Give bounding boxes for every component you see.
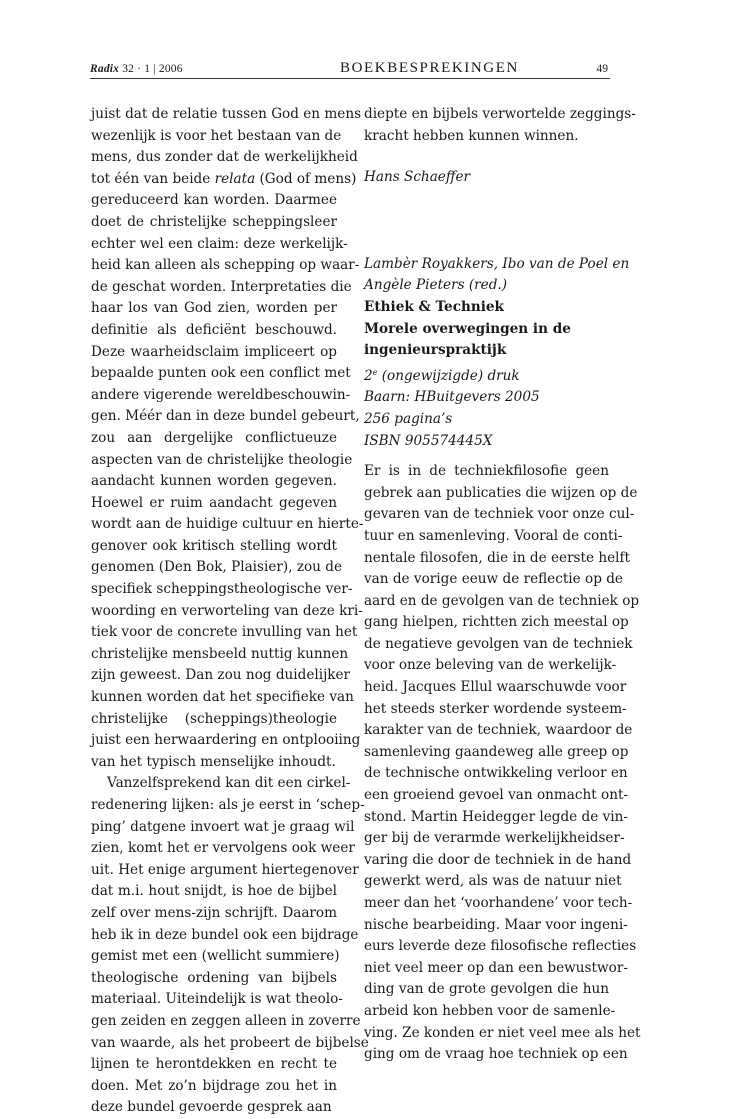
text-line: eurs leverde deze filosofische reflecties	[364, 938, 637, 955]
text-line: Hoewel er ruim aandacht gegeven	[91, 494, 337, 511]
text-line: echter wel een claim: deze werkelijk-	[91, 235, 348, 252]
text-line: samenleving gaandeweg alle greep op	[364, 743, 629, 760]
text-line: doet de christelijke scheppingsleer	[91, 213, 337, 230]
book-authors: Lambèr Royakkers, Ibo van de Poel en	[364, 255, 630, 272]
review-body	[364, 461, 641, 1066]
text-line: zien, komt het er vervolgens ook weer	[91, 840, 355, 857]
text-line: zou aan dergelijke conflictueuze	[91, 429, 337, 446]
text-line: ging om de vraag hoe techniek op een	[364, 1046, 628, 1063]
text-line: deze bundel gevoerde gesprek aan	[91, 1099, 332, 1116]
text-line: ger bij de verarmde werkelijkheidser-	[364, 830, 625, 847]
text-line: de negatieve gevolgen van de techniek	[364, 635, 633, 652]
text-line: wordt aan de huidige cultuur en hierte-	[91, 516, 364, 533]
text-line: aspecten van de christelijke theologie	[91, 451, 353, 468]
text-line: mens, dus zonder dat de werkelijkheid	[91, 149, 358, 166]
text-line: gang hielpen, richtten zich meestal op	[364, 614, 629, 631]
text-line: christelijke (scheppings)theologie	[91, 710, 337, 727]
text-line: ving. Ze konden er niet veel mee als het	[364, 1024, 641, 1041]
text-line: definitie als deficiënt beschouwd.	[91, 321, 337, 338]
text-line: tot één van beide relata (God of mens)	[91, 170, 357, 187]
text-line: wezenlijk is voor het bestaan van de	[91, 127, 342, 144]
text-line: gen. Méér dan in deze bundel gebeurt,	[91, 408, 360, 425]
text-line: ding van de grote gevolgen die hun	[364, 981, 609, 998]
text-line: genomen (Den Bok, Plaisier), zou de	[91, 559, 342, 576]
text-line: ping’ datgene invoert wat je graag wil	[91, 818, 355, 835]
text-line: uit. Het enige argument hiertegenover	[91, 861, 359, 878]
text-line: aandacht kunnen worden gegeven.	[91, 473, 337, 490]
text-line: gebrek aan publicaties die wijzen op de	[364, 484, 638, 501]
text-line: dat m.i. hout snijdt, is hoe de bijbel	[91, 883, 337, 900]
review-ending	[364, 104, 636, 147]
text-line: niet veel meer op dan een bewustwor-	[364, 959, 628, 976]
text-line: gen zeiden en zeggen alleen in zoverre	[91, 1012, 361, 1029]
text-line: varing die door de techniek in de hand	[364, 851, 632, 868]
book-subtitle: ingenieurspraktijk	[364, 342, 507, 359]
text-line: bepaalde punten ook een conflict met	[91, 365, 351, 382]
text-line: juist een herwaardering en ontplooiing	[91, 732, 361, 749]
book-authors: Angèle Pieters (red.)	[364, 277, 508, 294]
text-line: gemist met een (wellicht summiere)	[91, 948, 340, 965]
text-line: een groeiend gevoel van onmacht ont-	[364, 787, 629, 804]
book-details	[364, 254, 630, 452]
book-isbn: ISBN 905574445X	[364, 432, 493, 449]
text-line: de geschat worden. Interpretaties die	[91, 278, 352, 295]
text-line: aard en de gevolgen van de techniek op	[364, 592, 640, 609]
text-line: Vanzelfsprekend kan dit een cirkel-	[107, 775, 351, 792]
text-line: van het typisch menselijke inhoudt.	[91, 753, 336, 770]
text-line: haar los van God zien, worden per	[91, 300, 337, 317]
text-line: christelijke mensbeeld nuttig kunnen	[91, 645, 349, 662]
text-line: karakter van de techniek, waardoor de	[364, 722, 633, 739]
text-line: redenering lijken: als je eerst in ‘schep-	[91, 797, 365, 813]
right-column	[364, 104, 641, 1066]
text-line: gewerkt werd, als was de natuur niet	[364, 873, 622, 890]
text-line: nentale filosofen, die in de eerste helft	[364, 549, 631, 566]
book-edition: 2e (ongewijzigde) druk	[364, 367, 520, 384]
text-line: Er is in de techniekfilosofie geen	[364, 463, 609, 480]
left-column	[91, 104, 369, 1119]
reviewer-signature: Hans Schaeffer	[364, 169, 471, 186]
text-line: meer dan het ‘voorhandene’ voor tech-	[364, 895, 633, 911]
text-line: tuur en samenleving. Vooral de conti-	[364, 527, 623, 544]
page-number: 49	[596, 63, 608, 75]
text-line: kunnen worden dat het specifieke van	[91, 689, 354, 706]
text-line: het steeds sterker wordende systeem-	[364, 700, 627, 717]
text-line: voor onze beleving van de werkelijk-	[364, 657, 617, 674]
text-line: juist dat de relatie tussen God en mens	[91, 106, 362, 122]
text-line: stond. Martin Heidegger legde de vin-	[364, 808, 628, 825]
text-line: woording en verworteling van deze kri-	[91, 602, 363, 619]
running-header	[90, 60, 610, 80]
text-line: tiek voor de concrete invulling van het	[91, 624, 358, 641]
text-line: de technische ontwikkeling verloor en	[364, 765, 628, 782]
text-line: van de vorige eeuw de reflectie op de	[364, 571, 623, 588]
journal-issue: 32 · 1 | 2006	[122, 63, 183, 75]
text-line: heb ik in deze bundel ook een bijdrage	[91, 926, 359, 943]
text-line: zelf over mens-zijn schrijft. Daarom	[91, 904, 337, 921]
text-line: gevaren van de techniek voor onze cul-	[364, 506, 635, 523]
text-line: nische bearbeiding. Maar voor ingeni-	[364, 916, 628, 933]
journal-name: Radix	[90, 63, 120, 75]
book-pages: 256 pagina’s	[364, 410, 453, 427]
text-line: materiaal. Uiteindelijk is wat theolo-	[91, 991, 343, 1008]
text-line: kracht hebben kunnen winnen.	[364, 127, 579, 144]
text-line: genover ook kritisch stelling wordt	[91, 537, 337, 554]
text-line: Deze waarheidsclaim impliceert op	[91, 343, 337, 360]
text-line: heid kan alleen als schepping op waar-	[91, 257, 360, 274]
text-line: gereduceerd kan worden. Daarmee	[91, 192, 337, 209]
text-line: van waarde, als het probeert de bijbelse	[91, 1034, 369, 1051]
text-line: doen. Met zo’n bijdrage zou het in	[91, 1077, 337, 1094]
text-line: diepte en bijbels verwortelde zeggings-	[364, 106, 636, 122]
text-line: heid. Jacques Ellul waarschuwde voor	[364, 679, 627, 696]
book-title: Ethiek & Techniek	[364, 298, 504, 315]
book-subtitle: Morele overwegingen in de	[364, 320, 571, 337]
header-rule	[90, 78, 610, 79]
journal-citation	[90, 63, 183, 75]
text-line: specifiek scheppingstheologische ver-	[91, 581, 353, 598]
text-line: andere vigerende wereldbeschouwin-	[91, 386, 351, 403]
text-line: arbeid kon hebben voor de samenle-	[364, 1002, 616, 1019]
text-line: zijn geweest. Dan zou nog duidelijker	[91, 667, 351, 684]
text-line: lijnen te herontdekken en recht te	[91, 1056, 337, 1073]
section-title: BOEKBESPREKINGEN	[340, 60, 519, 76]
text-line: theologische ordening van bijbels	[91, 969, 337, 986]
book-publisher: Baarn: HBuitgevers 2005	[364, 389, 540, 406]
